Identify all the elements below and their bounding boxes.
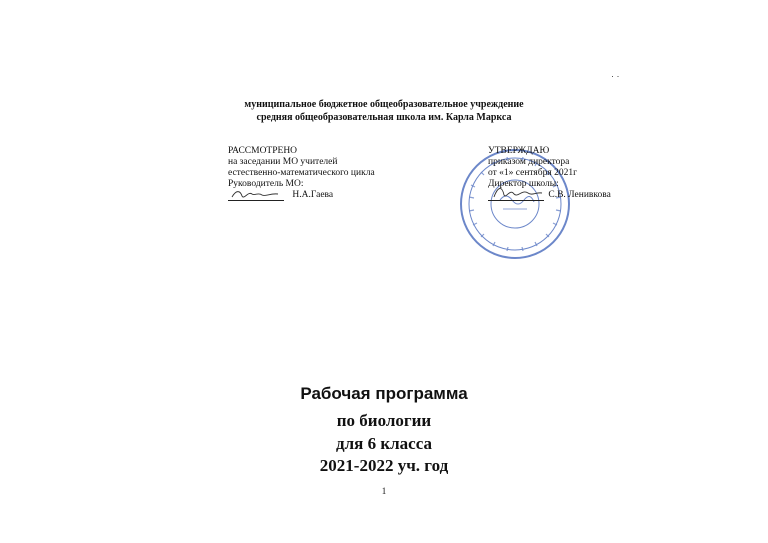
program-year: 2021-2022 уч. год xyxy=(319,456,449,475)
reviewed-block xyxy=(228,146,375,201)
corner-mark: · · xyxy=(611,71,620,81)
school-name-line-1: муниципальное бюджетное общеобразовательное учреждение xyxy=(244,99,524,110)
program-title: Рабочая программа xyxy=(300,384,468,403)
reviewed-heading: РАССМОТРЕНО xyxy=(228,146,298,156)
page-number: 1 xyxy=(381,486,387,496)
approved-heading: УТВЕРЖДАЮ xyxy=(488,146,550,156)
approved-signer-name: С.В. Ленивкова xyxy=(548,190,611,200)
approved-order: приказом директора xyxy=(488,157,570,167)
handwritten-signature xyxy=(228,190,284,201)
reviewed-cycle: естественно-математического цикла xyxy=(228,168,375,178)
reviewed-signer-name: Н.А.Гаева xyxy=(292,190,334,200)
reviewed-meeting: на заседании МО учителей xyxy=(228,157,338,167)
approved-date: от «1» сентября 2021г xyxy=(488,168,578,178)
reviewed-head-label: Руководитель МО: xyxy=(228,179,304,189)
approved-signature-line xyxy=(488,190,611,201)
approved-block xyxy=(488,146,611,201)
reviewed-signature-line xyxy=(228,190,375,201)
director-signature xyxy=(488,190,544,201)
program-subject: по биологии xyxy=(336,411,432,430)
school-name-line-2: средняя общеобразовательная школа им. Карла Маркса xyxy=(256,112,512,123)
program-grade: для 6 класса xyxy=(336,434,432,453)
approved-director-label: Директор школы: xyxy=(488,179,559,189)
